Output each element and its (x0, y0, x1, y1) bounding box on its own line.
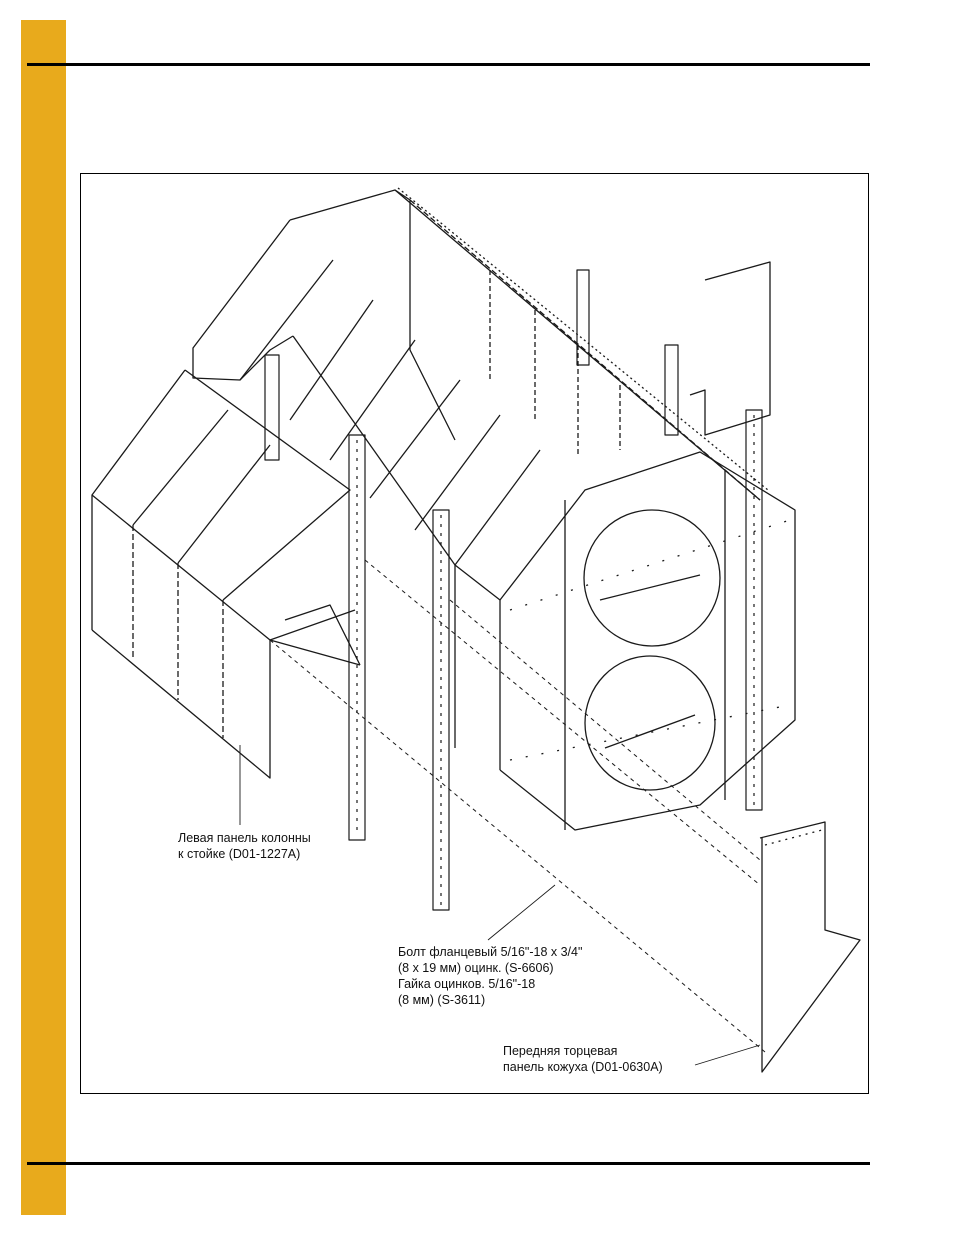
lower-opening-circle (585, 656, 715, 790)
leader-front-panel (695, 1045, 760, 1065)
upper-opening-circle (584, 510, 720, 646)
callout-nut-line-2: (8 мм) (S-3611) (398, 993, 486, 1007)
roof-seam-5 (415, 415, 500, 530)
front-end-panel (760, 822, 860, 1072)
roof-eave-line (293, 336, 455, 565)
guide-line-2 (365, 560, 760, 885)
left-column-shed (92, 370, 360, 778)
housing-outline (500, 452, 795, 830)
housing-bolt-rows (510, 520, 790, 760)
callout-bolt-line-1: Болт фланцевый 5/16"-18 x 3/4" (398, 945, 583, 959)
shed-seam-2 (178, 445, 270, 563)
housing-front-corner (455, 565, 500, 770)
hood-rear-flange (410, 200, 760, 500)
callout-nut-line-1: Гайка оцинков. 5/16"-18 (398, 977, 536, 991)
roof-seam-1 (240, 260, 333, 380)
callout-front-panel-line-1: Передняя торцевая (503, 1044, 618, 1058)
guide-line-3 (450, 600, 760, 860)
vertical-posts (265, 270, 762, 910)
callout-left-panel-line-2: к стойке (D01-1227A) (178, 847, 301, 861)
callout-left-panel-line-1: Левая панель колонны (178, 831, 311, 845)
roof-seam-2 (290, 300, 373, 420)
roof-seam-3 (330, 340, 415, 460)
hood-rear-edge (395, 190, 455, 440)
roof-seam-4 (370, 380, 460, 498)
post-4 (577, 270, 589, 365)
upper-panel-outline (690, 262, 770, 435)
callout-left-panel (178, 830, 311, 862)
post-1 (265, 355, 279, 460)
leader-bolt-nut (488, 885, 555, 940)
shed-eave (92, 495, 270, 640)
roof-seam-6 (455, 450, 540, 565)
shed-top-outline (185, 370, 350, 600)
front-panel-outline (760, 822, 860, 1072)
callout-front-panel (503, 1043, 663, 1075)
shed-brace (270, 605, 360, 665)
hood-left-slope (193, 220, 293, 380)
callout-bolt-nut (398, 944, 582, 1008)
callout-bolt-line-2: (8 x 19 мм) оцинк. (S-6606) (398, 961, 554, 975)
opening-interior-lines (600, 575, 700, 748)
hood-ridge-line (290, 190, 760, 500)
leader-lines (240, 745, 760, 1065)
shed-side-bottom (92, 630, 270, 778)
callout-front-panel-line-2: панель кожуха (D01-0630A) (503, 1060, 663, 1074)
upper-end-panel (690, 262, 770, 435)
front-panel-bolts (765, 830, 822, 845)
shed-left-gable (92, 370, 185, 630)
shed-seam-1 (133, 410, 228, 525)
hood-ridge-bolts (398, 188, 768, 490)
